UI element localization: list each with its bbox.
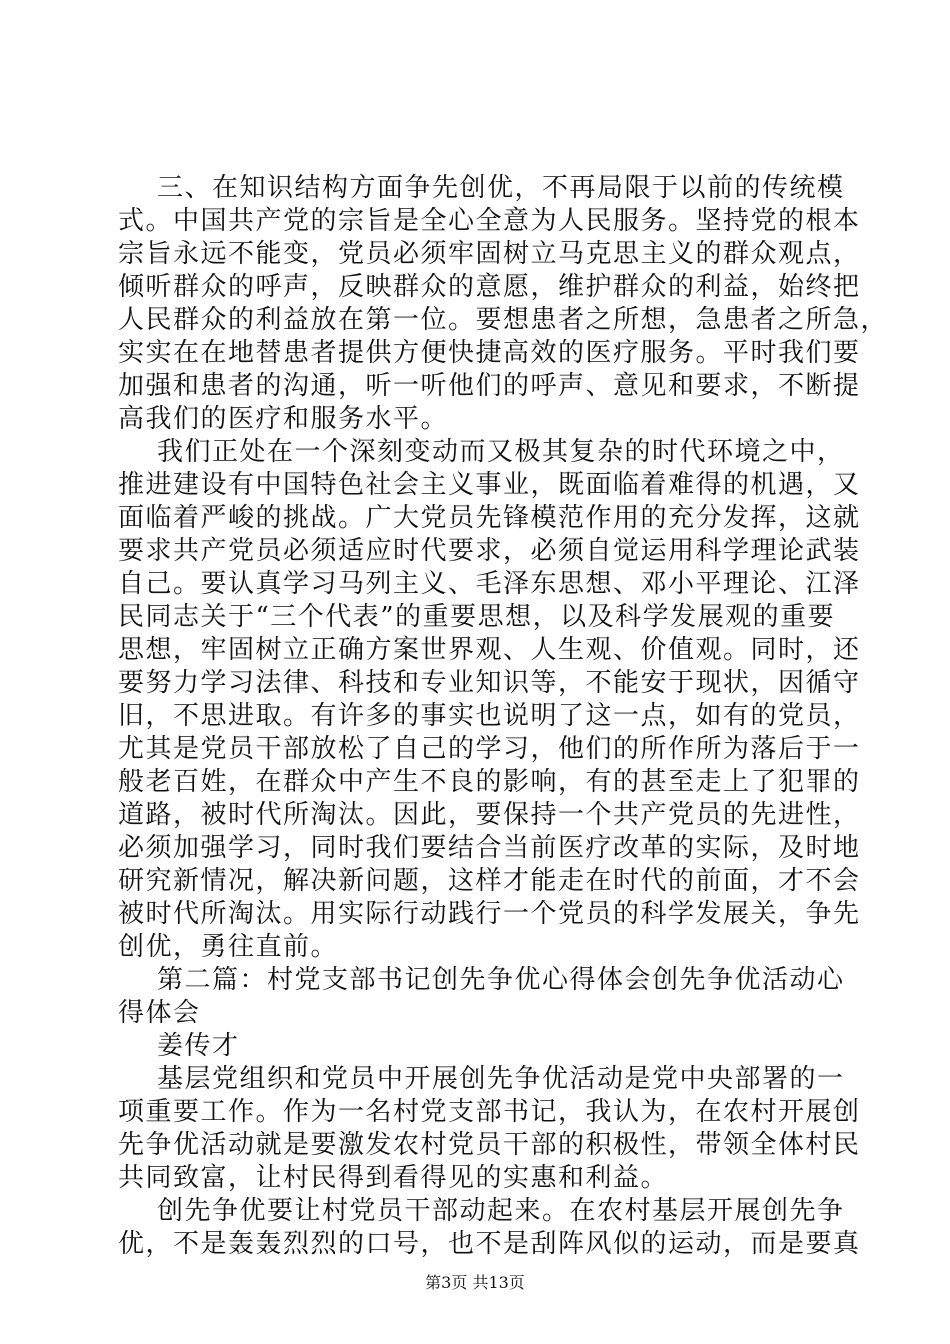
text-line: 创优，勇往直前。 <box>118 932 339 962</box>
text-line: 旧，不思进取。有许多的事实也说明了这一点，如有的党员， <box>118 701 861 731</box>
text-line: 人民群众的利益放在第一位。要想患者之所想，急患者之所急， <box>118 305 889 335</box>
text-line: 般老百姓，在群众中产生不良的影响，有的甚至走上了犯罪的 <box>118 767 861 797</box>
text-line: 三、在知识结构方面争先创优，不再局限于以前的传统模 <box>118 173 845 203</box>
text-line: 共同致富，让村民得到看得见的实惠和利益。 <box>118 1163 669 1193</box>
text-line: 先争优活动就是要激发农村党员干部的积极性，带领全体村民 <box>118 1130 861 1160</box>
text-line: 研究新情况，解决新问题，这样才能走在时代的前面，才不会 <box>118 866 861 896</box>
text-line: 要求共产党员必须适应时代要求，必须自觉运用科学理论武装 <box>118 536 861 566</box>
text-line: 优，不是轰轰烈烈的口号，也不是刮阵风似的运动，而是要真 <box>118 1229 861 1259</box>
author-line: 姜传才 <box>118 1031 240 1061</box>
text-line: 高我们的医疗和服务水平。 <box>118 404 449 434</box>
text-line: 式。中国共产党的宗旨是全心全意为人民服务。坚持党的根本 <box>118 206 861 236</box>
text-line: 倾听群众的呼声，反映群众的意愿，维护群众的利益，始终把 <box>118 272 861 302</box>
text-line: 面临着严峻的挑战。广大党员先锋模范作用的充分发挥，这就 <box>118 503 861 533</box>
text-line: 宗旨永远不能变，党员必须牢固树立马克思主义的群众观点， <box>118 239 861 269</box>
text-line: 被时代所淘汰。用实际行动践行一个党员的科学发展关，争先 <box>118 899 861 929</box>
text-line: 民同志关于“三个代表”的重要思想，以及科学发展观的重要 <box>118 602 836 632</box>
document-body <box>118 172 889 1261</box>
section-heading-line: 得体会 <box>118 998 201 1028</box>
text-line: 基层党组织和党员中开展创先争优活动是党中央部署的一 <box>118 1064 845 1094</box>
text-line: 尤其是党员干部放松了自己的学习，他们的所作所为落后于一 <box>118 734 861 764</box>
text-line: 必须加强学习，同时我们要结合当前医疗改革的实际，及时地 <box>118 833 861 863</box>
text-line: 我们正处在一个深刻变动而又极其复杂的时代环境之中， <box>118 437 845 467</box>
text-line: 自己。要认真学习马列主义、毛泽东思想、邓小平理论、江泽 <box>118 569 861 599</box>
text-line: 创先争优要让村党员干部动起来。在农村基层开展创先争 <box>118 1196 845 1226</box>
text-line: 要努力学习法律、科技和专业知识等，不能安于现状，因循守 <box>118 668 861 698</box>
text-line: 加强和患者的沟通，听一听他们的呼声、意见和要求，不断提 <box>118 371 861 401</box>
text-line: 推进建设有中国特色社会主义事业，既面临着难得的机遇，又 <box>118 470 861 500</box>
text-line: 思想，牢固树立正确方案世界观、人生观、价值观。同时，还 <box>118 635 861 665</box>
text-line: 实实在在地替患者提供方便快捷高效的医疗服务。平时我们要 <box>118 338 861 368</box>
text-line: 道路，被时代所淘汰。因此，要保持一个共产党员的先进性， <box>118 800 861 830</box>
text-line: 项重要工作。作为一名村党支部书记，我认为，在农村开展创 <box>118 1097 861 1127</box>
page-number-footer: 第3页 共13页 <box>425 1273 525 1292</box>
section-heading-line: 第二篇：村党支部书记创先争优心得体会创先争优活动心 <box>118 965 845 995</box>
